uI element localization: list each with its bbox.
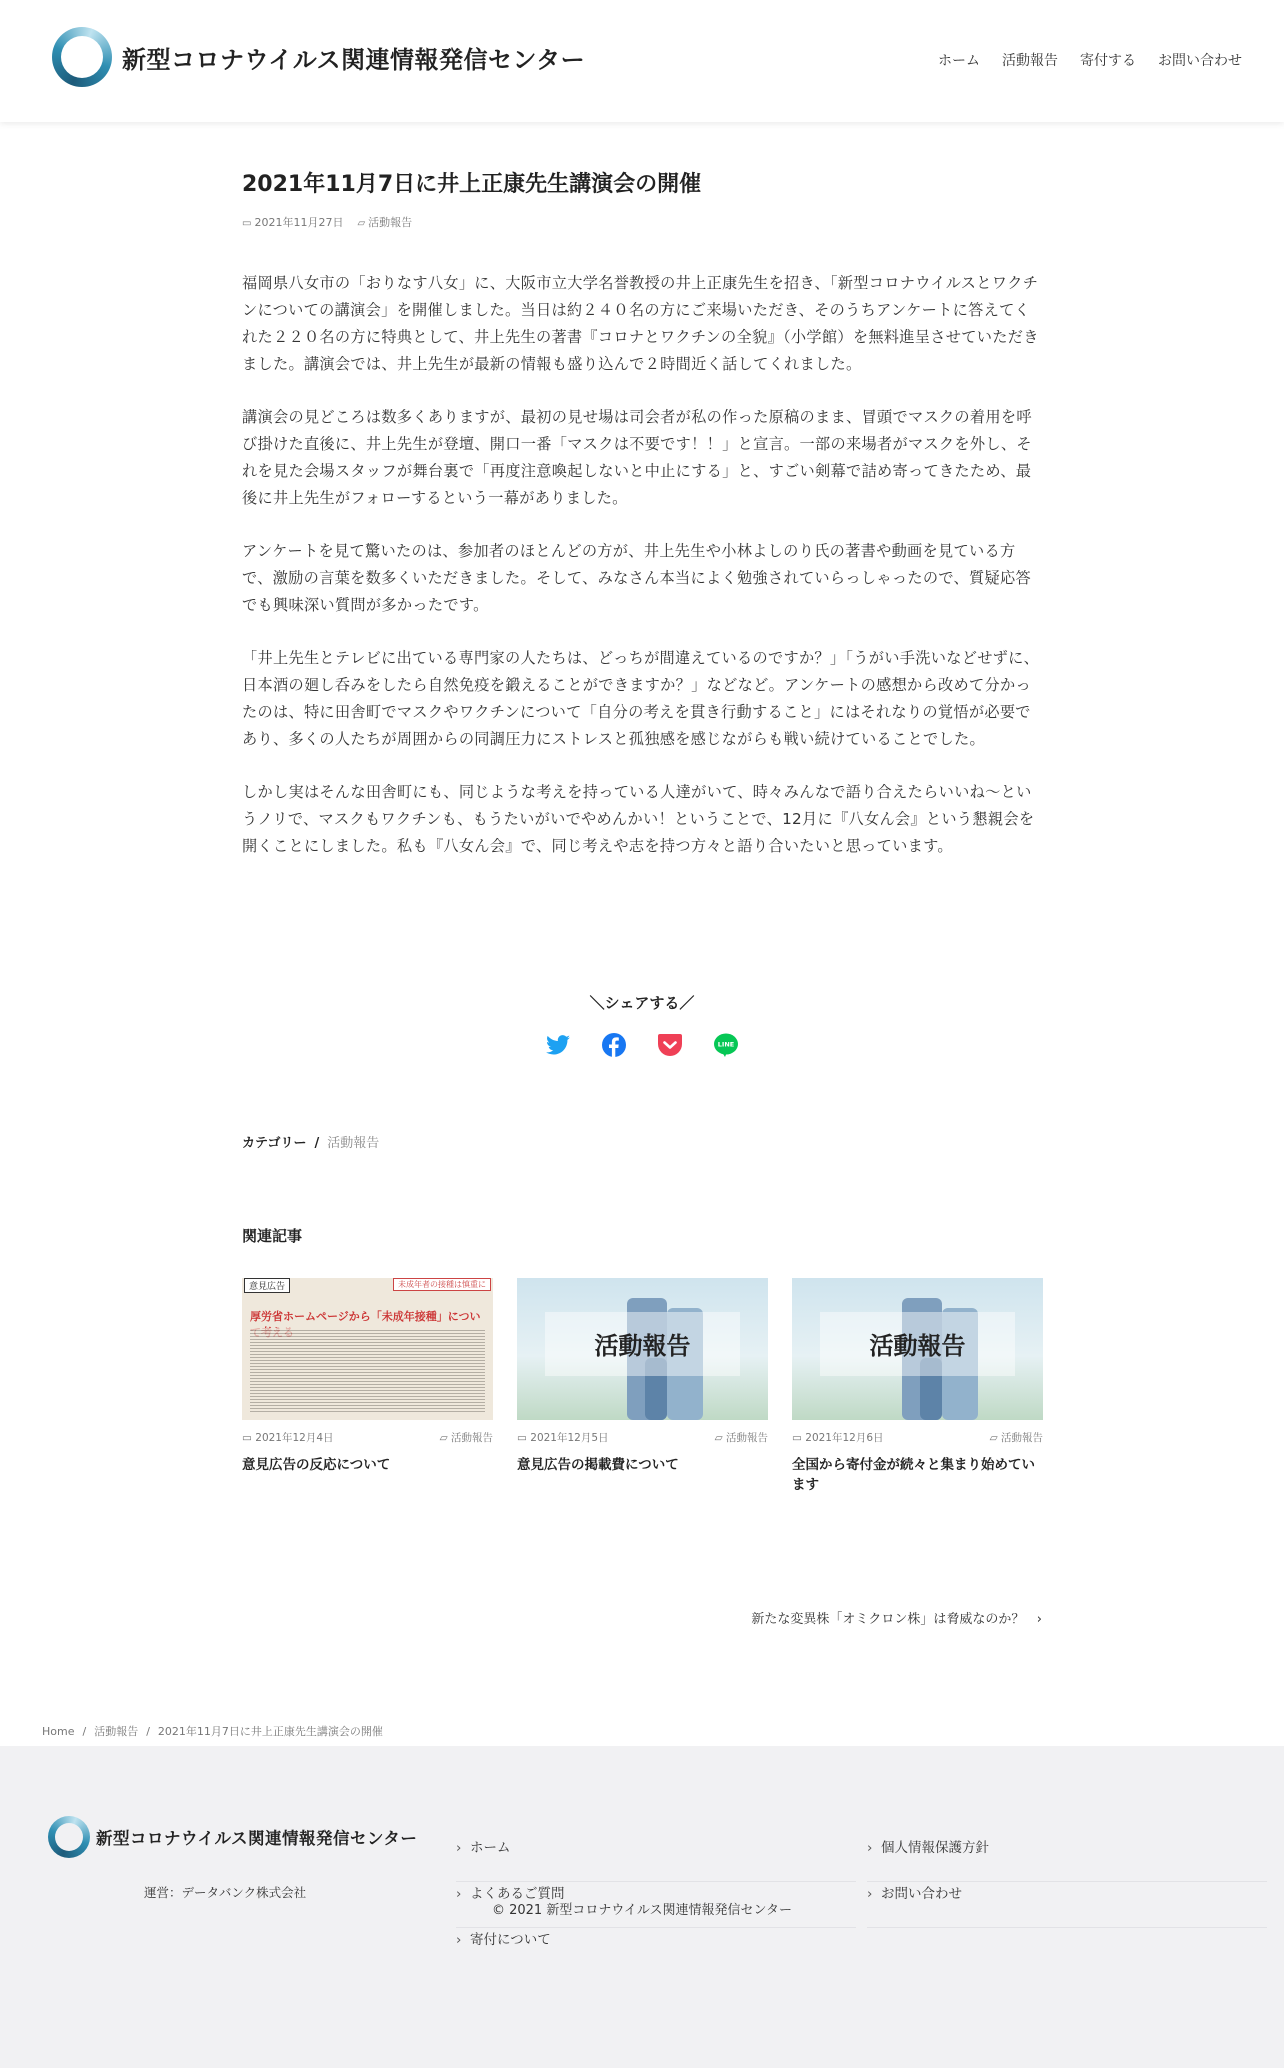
chevron-right-icon: ›: [867, 1886, 873, 1902]
card-date: [792, 1430, 884, 1445]
card-title[interactable]: 全国から寄付金が続々と集まり始めています: [792, 1457, 1035, 1493]
card-category-text: 活動報告: [726, 1432, 768, 1444]
twitter-icon[interactable]: [545, 1032, 571, 1058]
article-paragraph: しかし実はそんな田舎町にも、同じような考えを持っている人達がいて、時々みんなで語り合えたらいいね～というノリで、マスクもワクチンも、もうたいがいでやめんかい！ということで、12月に『八女ん会』という懇親会を開くことにしました。私も『八女ん会』で、同じ考えや志を持つ方々と語り合いたいと思っています。: [242, 783, 1035, 855]
article-meta: [242, 214, 1042, 230]
share-title: ＼シェアする／: [589, 994, 695, 1012]
thumb-headline: 厚労省ホームページから「未成年接種」につい: [250, 1310, 481, 1323]
post-date: [242, 214, 343, 230]
card-meta: [242, 1430, 493, 1445]
breadcrumb: [42, 1723, 383, 1739]
chevron-right-icon: ›: [456, 1840, 462, 1856]
copyright: © 2021 新型コロナウイルス関連情報発信センター: [491, 1903, 793, 1918]
article-title: 2021年11月7日に井上正康先生講演会の開催: [242, 172, 702, 197]
next-post-link[interactable]: [751, 1608, 1042, 1627]
thumb-header: [242, 1278, 493, 1292]
card-category-text: 活動報告: [451, 1432, 493, 1444]
card-meta: [517, 1430, 768, 1445]
article-paragraph: 「井上先生とテレビに出ている専門家の人たちは、どっちが間違えているのですか？」「うがい手洗いなどせずに、日本酒の廻し呑みをしたら自然免疫を鍛えることができますか？」などなど。アンケートの感想から改めて分かったのは、特に田舎町でマスクやワクチンについて「自分の考えを貫き行動すること」にはそれなりの覚悟が必要であり、多くの人たちが周囲からの同調圧力にストレスと孤独感を感じながらも戦い続けていることでした。: [242, 649, 1040, 748]
card-thumbnail[interactable]: [517, 1278, 768, 1420]
footer-link-label: ホーム: [470, 1840, 511, 1856]
category-row: [242, 1132, 379, 1151]
facebook-icon[interactable]: [601, 1032, 627, 1058]
related-cards: [242, 1278, 1043, 1495]
chevron-right-icon: ›: [456, 1932, 462, 1948]
related-title: 関連記事: [242, 1227, 303, 1245]
folder-icon: ▱: [357, 218, 366, 229]
footer-link-label: 個人情報保護方針: [881, 1840, 989, 1856]
article-body: [242, 270, 1042, 860]
category-label: カテゴリー: [242, 1136, 307, 1151]
article-paragraph: アンケートを見て驚いたのは、参加者のほとんどの方が、井上先生や小林よしのり氏の著書や動画を見ている方で、激励の言葉を数多くいただきました。そして、みなさん本当によく勉強されていらっしゃったので、質疑応答でも興味深い質問が多かったです。: [242, 542, 1031, 614]
next-post-title: 新たな変異株「オミクロン株」は脅威なのか？: [751, 1612, 1025, 1627]
footer-link-donation[interactable]: [456, 1928, 856, 1974]
chevron-right-icon: ›: [867, 1840, 873, 1856]
breadcrumb-category[interactable]: 活動報告: [94, 1725, 139, 1738]
card-date-text: 2021年12月5日: [530, 1432, 609, 1444]
footer-logo[interactable]: [48, 1816, 417, 1858]
operator-text: 運営：データバンク株式会社: [144, 1885, 307, 1900]
category-link[interactable]: 活動報告: [327, 1136, 380, 1151]
post-category[interactable]: [357, 214, 412, 230]
card-category: [440, 1430, 493, 1445]
folder-icon: ▱: [439, 1432, 451, 1444]
card-date: [242, 1430, 334, 1445]
category-sep: /: [314, 1136, 320, 1151]
site-logo[interactable]: [52, 27, 585, 87]
card-category: [715, 1430, 768, 1445]
article-paragraph: 講演会の見どころは数多くありますが、最初の見せ場は司会者が私の作った原稿のまま、冒頭でマスクの着用を呼び掛けた直後に、井上先生が登壇、開口一番「マスクは不要です！！」と宣言。一部の来場者がマスクを外し、それを見た会場スタッフが舞台裏で「再度注意喚起しないと中止にする」と、すごい剣幕で詰め寄ってきたため、最後に井上先生がフォローするという一幕がありました。: [242, 408, 1032, 507]
card-date-text: 2021年12月4日: [255, 1432, 334, 1444]
pocket-icon[interactable]: [657, 1032, 683, 1058]
thumb-text-lines: [250, 1328, 485, 1414]
site-header: [0, 0, 1284, 122]
chevron-right-icon: ›: [1028, 1612, 1042, 1627]
nav-donate[interactable]: 寄付する: [1080, 53, 1136, 69]
nav-activity[interactable]: 活動報告: [1002, 53, 1058, 69]
breadcrumb-home[interactable]: Home: [42, 1725, 75, 1738]
calendar-icon: ▭: [792, 1432, 806, 1444]
nav-home[interactable]: ホーム: [938, 53, 980, 69]
card-meta: [792, 1430, 1043, 1445]
footer-link-privacy[interactable]: [867, 1836, 1267, 1882]
breadcrumb-sep: /: [82, 1725, 87, 1738]
card-thumbnail[interactable]: [792, 1278, 1043, 1420]
breadcrumb-sep: /: [146, 1725, 150, 1738]
logo-ring-icon: [48, 1816, 90, 1858]
thumb-badge: 意見広告: [244, 1278, 290, 1293]
thumb-badge-red: 未成年者の接種は慎重に: [393, 1278, 491, 1291]
footer-link-label: よくあるご質問: [470, 1886, 565, 1902]
article-paragraph: 福岡県八女市の「おりなす八女」に、大阪市立大学名誉教授の井上正康先生を招き、「新型コロナウイルスとワクチンについての講演会」を開催しました。当日は約２４０名の方にご来場いただき、そのうちアンケートに答えてくれた２２０名の方に特典として、井上先生の著書『コロナとワクチンの全貌』（小学館）を無料進呈させていただきました。講演会では、井上先生が最新の情報も盛り込んで２時間近く話してくれました。: [242, 274, 1039, 373]
article: [242, 170, 1043, 1627]
share-buttons: [242, 1032, 1042, 1058]
card-date: [517, 1430, 609, 1445]
related-card[interactable]: [242, 1278, 493, 1495]
footer-link-home[interactable]: [456, 1836, 856, 1882]
site-name: 新型コロナウイルス関連情報発信センター: [122, 45, 586, 74]
related-card[interactable]: [517, 1278, 768, 1495]
chevron-right-icon: ›: [456, 1886, 462, 1902]
card-title[interactable]: 意見広告の掲載費について: [517, 1457, 679, 1473]
calendar-icon: ▭: [242, 1432, 256, 1444]
calendar-icon: ▭: [242, 218, 252, 229]
folder-icon: ▱: [989, 1432, 1001, 1444]
logo-ring-icon: [52, 27, 112, 87]
related-card[interactable]: [792, 1278, 1043, 1495]
footer-link-label: お問い合わせ: [881, 1886, 962, 1902]
nav-contact[interactable]: お問い合わせ: [1158, 53, 1242, 69]
svg-text:LINE: LINE: [717, 1040, 735, 1049]
line-icon[interactable]: [713, 1032, 739, 1058]
main-nav: [938, 50, 1242, 70]
footer-link-label: 寄付について: [470, 1932, 551, 1948]
calendar-icon: ▭: [517, 1432, 531, 1444]
card-date-text: 2021年12月6日: [805, 1432, 884, 1444]
breadcrumb-current: 2021年11月7日に井上正康先生講演会の開催: [157, 1725, 383, 1738]
post-date-text: 2021年11月27日: [254, 216, 344, 229]
card-thumbnail[interactable]: [242, 1278, 493, 1420]
thumb-label: 活動報告: [869, 1332, 966, 1360]
thumb-label: 活動報告: [594, 1332, 691, 1360]
card-title[interactable]: 意見広告の反応について: [242, 1457, 391, 1473]
footer-site-name: 新型コロナウイルス関連情報発信センター: [96, 1829, 418, 1848]
card-category: [990, 1430, 1043, 1445]
folder-icon: ▱: [714, 1432, 726, 1444]
card-category-text: 活動報告: [1001, 1432, 1043, 1444]
post-category-text: 活動報告: [368, 216, 413, 229]
